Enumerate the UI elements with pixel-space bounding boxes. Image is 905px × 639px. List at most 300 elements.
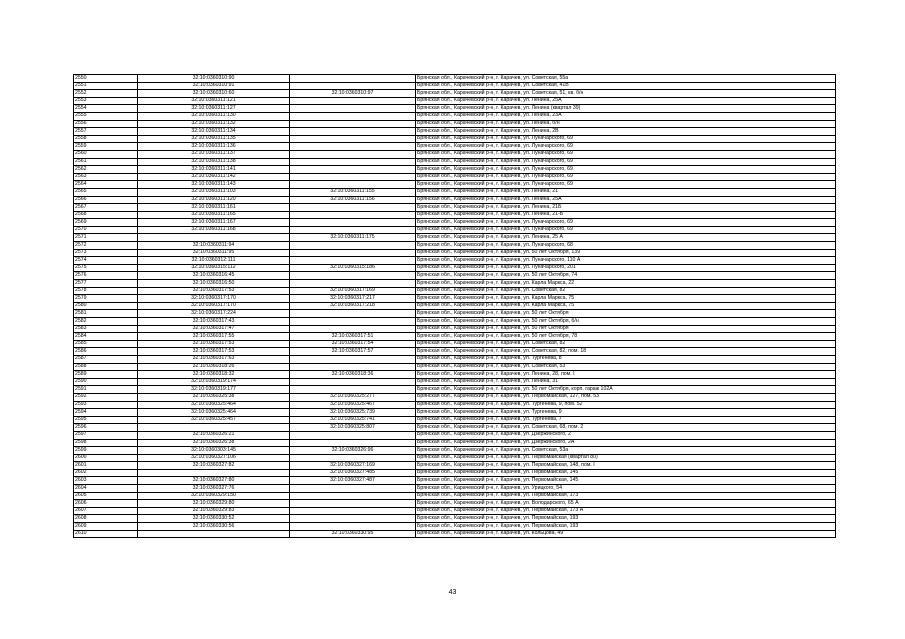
address-cell: Брянская обл., Карачевский р-н, г. Карачев, ул. Ленина, 21Б: [416, 204, 836, 212]
row-number-cell: 2564: [74, 181, 138, 189]
object-cadastral-cell: [290, 485, 416, 493]
parcel-cadastral-cell: 32:10:0360311:95: [138, 249, 290, 257]
property-table-body: [74, 75, 836, 538]
object-cadastral-cell: 32:10:0360326:96: [290, 447, 416, 455]
object-cadastral-cell: 32:10:0360317:51: [290, 333, 416, 341]
object-cadastral-cell: 32:10:0360315:186: [290, 264, 416, 272]
address-cell: Брянская обл., Карачевский р-н, г. Карачев, ул. Советская, 53: [416, 363, 836, 371]
table-row: [74, 386, 836, 394]
parcel-cadastral-cell: 32:10:0360329:83: [138, 507, 290, 515]
object-cadastral-cell: [290, 378, 416, 386]
table-row: [74, 242, 836, 250]
parcel-cadastral-cell: [138, 424, 290, 432]
table-row: [74, 280, 836, 288]
row-number-cell: 2578: [74, 287, 138, 295]
row-number-cell: 2591: [74, 386, 138, 394]
parcel-cadastral-cell: 32:10:0360326:21: [138, 431, 290, 439]
object-cadastral-cell: [290, 128, 416, 136]
object-cadastral-cell: 32:10:0360327:487: [290, 477, 416, 485]
table-row: [74, 523, 836, 531]
object-cadastral-cell: 32:10:0360327:485: [290, 469, 416, 477]
table-row: [74, 128, 836, 136]
row-number-cell: 2588: [74, 363, 138, 371]
address-cell: Брянская обл., Карачевский р-н, г. Карачев, ул. Первомайская, 193: [416, 515, 836, 523]
table-row: [74, 447, 836, 455]
address-cell: Брянская обл., Карачевский р-н, г. Карачев, ул. Луначарского, 69: [416, 226, 836, 234]
row-number-cell: 2569: [74, 219, 138, 227]
object-cadastral-cell: [290, 120, 416, 128]
parcel-cadastral-cell: 32:10:0360317:53: [138, 348, 290, 356]
table-row: [74, 120, 836, 128]
parcel-cadastral-cell: 32:10:0360310:60: [138, 90, 290, 98]
address-cell: Брянская обл., Карачевский р-н, г. Карачев, ул. Ленина, 21-Б: [416, 211, 836, 219]
table-row: [74, 424, 836, 432]
row-number-cell: 2552: [74, 90, 138, 98]
object-cadastral-cell: [290, 318, 416, 326]
parcel-cadastral-cell: 32:10:0360319:177: [138, 386, 290, 394]
object-cadastral-cell: 32:10:0360317:218: [290, 302, 416, 310]
row-number-cell: 2554: [74, 105, 138, 113]
object-cadastral-cell: [290, 386, 416, 394]
address-cell: Брянская обл., Карачевский р-н, г. Карачев, ул. Первомайская, 145: [416, 477, 836, 485]
table-row: [74, 393, 836, 401]
table-row: [74, 302, 836, 310]
row-number-cell: 2595: [74, 416, 138, 424]
row-number-cell: 2601: [74, 462, 138, 470]
address-cell: Брянская обл., Карачевский р-н, г. Карачев, ул. Первомайская, 193: [416, 523, 836, 531]
row-number-cell: 2583: [74, 325, 138, 333]
table-row: [74, 295, 836, 303]
address-cell: Брянская обл., Карачевский р-н, г. Карачев, ул. Луначарского, 69: [416, 135, 836, 143]
address-cell: Брянская обл., Карачевский р-н, г. Карачев, ул. Первомайская, 127, пом. 53: [416, 393, 836, 401]
parcel-cadastral-cell: 32:10:0360311:168: [138, 226, 290, 234]
object-cadastral-cell: 32:10:0360317:217: [290, 295, 416, 303]
row-number-cell: 2584: [74, 333, 138, 341]
table-row: [74, 477, 836, 485]
table-row: [74, 378, 836, 386]
parcel-cadastral-cell: 32:10:0360330:52: [138, 515, 290, 523]
object-cadastral-cell: [290, 166, 416, 174]
table-row: [74, 416, 836, 424]
parcel-cadastral-cell: 32:10:0360311:167: [138, 219, 290, 227]
table-row: [74, 150, 836, 158]
address-cell: Брянская обл., Карачевский р-н, г. Карачев, ул. Урицкого, 54: [416, 485, 836, 493]
address-cell: Брянская обл., Карачевский р-н, г. Карачев, ул. Тургенева, 9: [416, 409, 836, 417]
table-row: [74, 264, 836, 272]
object-cadastral-cell: [290, 500, 416, 508]
row-number-cell: 2555: [74, 112, 138, 120]
row-number-cell: 2560: [74, 150, 138, 158]
object-cadastral-cell: [290, 310, 416, 318]
row-number-cell: 2553: [74, 97, 138, 105]
row-number-cell: 2565: [74, 188, 138, 196]
row-number-cell: 2606: [74, 500, 138, 508]
parcel-cadastral-cell: 32:10:0360311:103: [138, 188, 290, 196]
row-number-cell: 2603: [74, 477, 138, 485]
table-row: [74, 105, 836, 113]
table-row: [74, 143, 836, 151]
address-cell: Брянская обл., Карачевский р-н, г. Карачев, ул. 50 лет Октября: [416, 310, 836, 318]
table-row: [74, 492, 836, 500]
table-row: [74, 82, 836, 90]
row-number-cell: 2586: [74, 348, 138, 356]
object-cadastral-cell: [290, 507, 416, 515]
table-row: [74, 363, 836, 371]
parcel-cadastral-cell: 32:10:0360327:106: [138, 454, 290, 462]
table-row: [74, 173, 836, 181]
row-number-cell: 2566: [74, 196, 138, 204]
address-cell: Брянская обл., Карачевский р-н, г. Карачев, ул. Советская, 53а: [416, 447, 836, 455]
address-cell: Брянская обл., Карачевский р-н, г. Карачев, ул. Ленина, 31: [416, 378, 836, 386]
object-cadastral-cell: 32:10:0360311:155: [290, 188, 416, 196]
address-cell: Брянская обл., Карачевский р-н, г. Карачев, ул. Тургенева, 9, пом. 52: [416, 401, 836, 409]
object-cadastral-cell: [290, 431, 416, 439]
parcel-cadastral-cell: 32:10:0360317:170: [138, 295, 290, 303]
table-row: [74, 355, 836, 363]
row-number-cell: 2581: [74, 310, 138, 318]
table-row: [74, 401, 836, 409]
property-table: [73, 74, 836, 538]
object-cadastral-cell: [290, 204, 416, 212]
object-cadastral-cell: 32:10:0360325:739: [290, 409, 416, 417]
object-cadastral-cell: [290, 112, 416, 120]
table-row: [74, 515, 836, 523]
address-cell: Брянская обл., Карачевский р-н, г. Карачев, ул. Ленина, 28, пом. I: [416, 371, 836, 379]
row-number-cell: 2557: [74, 128, 138, 136]
address-cell: Брянская обл., Карачевский р-н, г. Карачев, ул. Советская, 82, пом. 18: [416, 348, 836, 356]
object-cadastral-cell: [290, 181, 416, 189]
table-row: [74, 234, 836, 242]
parcel-cadastral-cell: 32:10:0360316:45: [138, 272, 290, 280]
parcel-cadastral-cell: 32:10:0360318:32: [138, 371, 290, 379]
row-number-cell: 2556: [74, 120, 138, 128]
address-cell: Брянская обл., Карачевский р-н, г. Карачев, ул. Советская, 82: [416, 340, 836, 348]
table-row: [74, 75, 836, 83]
row-number-cell: 2580: [74, 302, 138, 310]
object-cadastral-cell: 32:10:0360310:97: [290, 90, 416, 98]
address-cell: Брянская обл., Карачевский р-н, г. Карачев, ул. Ленина, 2В: [416, 128, 836, 136]
row-number-cell: 2598: [74, 439, 138, 447]
row-number-cell: 2570: [74, 226, 138, 234]
parcel-cadastral-cell: 32:10:0360311:143: [138, 181, 290, 189]
row-number-cell: 2596: [74, 424, 138, 432]
row-number-cell: 2590: [74, 378, 138, 386]
parcel-cadastral-cell: 32:10:0360317:43: [138, 318, 290, 326]
object-cadastral-cell: 32:10:0360317:169: [290, 287, 416, 295]
object-cadastral-cell: 32:10:0360325:741: [290, 416, 416, 424]
parcel-cadastral-cell: 32:10:0360325:457: [138, 416, 290, 424]
object-cadastral-cell: [290, 143, 416, 151]
parcel-cadastral-cell: 32:10:0360317:53: [138, 287, 290, 295]
table-row: [74, 318, 836, 326]
address-cell: Брянская обл., Карачевский р-н, г. Карачев, ул. Луначарского, 69: [416, 181, 836, 189]
row-number-cell: 2609: [74, 523, 138, 531]
row-number-cell: 2604: [74, 485, 138, 493]
table-row: [74, 462, 836, 470]
table-row: [74, 310, 836, 318]
parcel-cadastral-cell: 32:10:0360329:150: [138, 492, 290, 500]
table-row: [74, 340, 836, 348]
table-row: [74, 257, 836, 265]
row-number-cell: 2559: [74, 143, 138, 151]
address-cell: Брянская обл., Карачевский р-н, г. Карачев, ул. Дзержинского, 2А: [416, 439, 836, 447]
table-row: [74, 272, 836, 280]
table-row: [74, 97, 836, 105]
row-number-cell: 2574: [74, 257, 138, 265]
object-cadastral-cell: [290, 363, 416, 371]
address-cell: Брянская обл., Карачевский р-н, г. Карачев, ул. Первомайская (квартал 80): [416, 454, 836, 462]
object-cadastral-cell: 32:10:0360318:36: [290, 371, 416, 379]
object-cadastral-cell: [290, 280, 416, 288]
row-number-cell: 2593: [74, 401, 138, 409]
object-cadastral-cell: [290, 272, 416, 280]
parcel-cadastral-cell: 32:10:0360311:94: [138, 242, 290, 250]
parcel-cadastral-cell: 32:10:0360312:111: [138, 257, 290, 265]
object-cadastral-cell: [290, 158, 416, 166]
object-cadastral-cell: [290, 75, 416, 83]
table-row: [74, 431, 836, 439]
table-row: [74, 196, 836, 204]
object-cadastral-cell: [290, 249, 416, 257]
row-number-cell: 2597: [74, 431, 138, 439]
row-number-cell: 2572: [74, 242, 138, 250]
parcel-cadastral-cell: 32:10:0360325:464: [138, 401, 290, 409]
object-cadastral-cell: [290, 219, 416, 227]
object-cadastral-cell: [290, 439, 416, 447]
table-row: [74, 158, 836, 166]
parcel-cadastral-cell: 32:10:0360326:38: [138, 439, 290, 447]
address-cell: Брянская обл., Карачевский р-н, г. Карачев, ул. Первомайская, 173 А: [416, 507, 836, 515]
object-cadastral-cell: [290, 97, 416, 105]
parcel-cadastral-cell: 32:10:0360311:138: [138, 158, 290, 166]
address-cell: Брянская обл., Карачевский р-н, г. Карачев, ул. Советская, 68, пом. 2: [416, 424, 836, 432]
object-cadastral-cell: 32:10:0360311:175: [290, 234, 416, 242]
parcel-cadastral-cell: 32:10:0360311:134: [138, 128, 290, 136]
object-cadastral-cell: [290, 226, 416, 234]
row-number-cell: 2608: [74, 515, 138, 523]
table-row: [74, 500, 836, 508]
row-number-cell: 2589: [74, 371, 138, 379]
object-cadastral-cell: [290, 82, 416, 90]
parcel-cadastral-cell: 32:10:0360311:161: [138, 204, 290, 212]
table-row: [74, 135, 836, 143]
address-cell: Брянская обл., Карачевский р-н, г. Карачев, ул. Советская, 41В: [416, 82, 836, 90]
parcel-cadastral-cell: 32:10:0360317:55: [138, 333, 290, 341]
row-number-cell: 2571: [74, 234, 138, 242]
address-cell: Брянская обл., Карачевский р-н, г. Карачев, ул. Луначарского, 69: [416, 158, 836, 166]
address-cell: Брянская обл., Карачевский р-н, г. Карачев, ул. Тургенева, 7: [416, 416, 836, 424]
parcel-cadastral-cell: 32:10:0360311:121: [138, 97, 290, 105]
object-cadastral-cell: [290, 211, 416, 219]
row-number-cell: 2585: [74, 340, 138, 348]
address-cell: Брянская обл., Карачевский р-н, г. Карачев, ул. Ленина, 23А: [416, 112, 836, 120]
address-cell: Брянская обл., Карачевский р-н, г. Карачев, ул. Карла Маркса, 75: [416, 302, 836, 310]
parcel-cadastral-cell: 32:10:0360310:90: [138, 75, 290, 83]
parcel-cadastral-cell: 32:10:0360311:137: [138, 150, 290, 158]
table-row: [74, 371, 836, 379]
parcel-cadastral-cell: 32:10:0360319:174: [138, 378, 290, 386]
parcel-cadastral-cell: 32:10:0360325:464: [138, 409, 290, 417]
table-row: [74, 166, 836, 174]
table-row: [74, 287, 836, 295]
row-number-cell: 2582: [74, 318, 138, 326]
address-cell: Брянская обл., Карачевский р-н, г. Карачев, ул. Первомайская, 148, пом. I: [416, 462, 836, 470]
table-row: [74, 530, 836, 538]
parcel-cadastral-cell: 32:10:0360327:82: [138, 462, 290, 470]
object-cadastral-cell: 32:10:0360327:169: [290, 462, 416, 470]
object-cadastral-cell: [290, 242, 416, 250]
parcel-cadastral-cell: 32:10:0360316:50: [138, 280, 290, 288]
table-row: [74, 348, 836, 356]
parcel-cadastral-cell: 32:10:0360311:120: [138, 196, 290, 204]
table-row: [74, 249, 836, 257]
address-cell: Брянская обл., Карачевский р-н, г. Карачев, ул. Советская, 55а: [416, 75, 836, 83]
object-cadastral-cell: [290, 173, 416, 181]
table-row: [74, 507, 836, 515]
row-number-cell: 2551: [74, 82, 138, 90]
address-cell: Брянская обл., Карачевский р-н, г. Карачев, ул. Ленина, 21: [416, 188, 836, 196]
row-number-cell: 2587: [74, 355, 138, 363]
page-number: 43: [448, 589, 457, 596]
parcel-cadastral-cell: 32:10:0360317:170: [138, 302, 290, 310]
address-cell: Брянская обл., Карачевский р-н, г. Карачев, ул. 50 лет Октября, 74: [416, 272, 836, 280]
object-cadastral-cell: 32:10:0360317:57: [290, 348, 416, 356]
row-number-cell: 2567: [74, 204, 138, 212]
row-number-cell: 2577: [74, 280, 138, 288]
parcel-cadastral-cell: 32:10:0360311:135: [138, 135, 290, 143]
address-cell: Брянская обл., Карачевский р-н, г. Карачев, ул. Кольцова, 49: [416, 530, 836, 538]
row-number-cell: 2592: [74, 393, 138, 401]
parcel-cadastral-cell: 32:10:0360311:142: [138, 173, 290, 181]
row-number-cell: 2605: [74, 492, 138, 500]
address-cell: Брянская обл., Карачевский р-н, г. Карачев, ул. 50 лет Октября, б/н: [416, 318, 836, 326]
parcel-cadastral-cell: [138, 469, 290, 477]
parcel-cadastral-cell: 32:10:0360317:53: [138, 340, 290, 348]
row-number-cell: 2602: [74, 469, 138, 477]
address-cell: Брянская обл., Карачевский р-н, г. Карачев, ул. Луначарского, 69: [416, 173, 836, 181]
row-number-cell: 2558: [74, 135, 138, 143]
row-number-cell: 2563: [74, 173, 138, 181]
address-cell: Брянская обл., Карачевский р-н, г. Карачев, ул. Луначарского, 69: [416, 219, 836, 227]
object-cadastral-cell: [290, 105, 416, 113]
address-cell: Брянская обл., Карачевский р-н, г. Карачев, ул. Володарского, 65 А: [416, 500, 836, 508]
address-cell: Брянская обл., Карачевский р-н, г. Карачев, ул. Дзержинского, 2: [416, 431, 836, 439]
address-cell: Брянская обл., Карачевский р-н, г. Карачев, ул. Луначарского, 110 А: [416, 257, 836, 265]
object-cadastral-cell: [290, 454, 416, 462]
row-number-cell: 2599: [74, 447, 138, 455]
parcel-cadastral-cell: 32:10:0360318:26: [138, 363, 290, 371]
address-cell: Брянская обл., Карачевский р-н, г. Карачев, ул. Первомайская, 145: [416, 469, 836, 477]
address-cell: Брянская обл., Карачевский р-н, г. Карачев, ул. Советская, 51, кв. б/н: [416, 90, 836, 98]
object-cadastral-cell: [290, 150, 416, 158]
row-number-cell: 2610: [74, 530, 138, 538]
table-row: [74, 204, 836, 212]
address-cell: Брянская обл., Карачевский р-н, г. Карачев, ул. Советская, 82: [416, 287, 836, 295]
parcel-cadastral-cell: [138, 234, 290, 242]
address-cell: Брянская обл., Карачевский р-н, г. Карачев, ул. Ленина, 25 А: [416, 234, 836, 242]
address-cell: Брянская обл., Карачевский р-н, г. Карачев, ул. Карла Маркса, 22: [416, 280, 836, 288]
object-cadastral-cell: [290, 523, 416, 531]
address-cell: Брянская обл., Карачевский р-н, г. Карачев, ул. Первомайская, 173: [416, 492, 836, 500]
address-cell: Брянская обл., Карачевский р-н, г. Карачев, ул. Ленина, б/н: [416, 120, 836, 128]
row-number-cell: 2600: [74, 454, 138, 462]
address-cell: Брянская обл., Карачевский р-н, г. Карачев, ул. Ленина, 25А: [416, 97, 836, 105]
parcel-cadastral-cell: 32:10:0360325:38: [138, 393, 290, 401]
parcel-cadastral-cell: 32:10:0360327:80: [138, 477, 290, 485]
object-cadastral-cell: 32:10:0360325:807: [290, 424, 416, 432]
object-cadastral-cell: [290, 325, 416, 333]
address-cell: Брянская обл., Карачевский р-н, г. Карачев, ул. Луначарского, 69: [416, 143, 836, 151]
address-cell: Брянская обл., Карачевский р-н, г. Карачев, ул. 50 лет Октября, 139: [416, 249, 836, 257]
row-number-cell: 2579: [74, 295, 138, 303]
row-number-cell: 2576: [74, 272, 138, 280]
table-row: [74, 219, 836, 227]
table-row: [74, 112, 836, 120]
parcel-cadastral-cell: 32:10:0360310:91: [138, 82, 290, 90]
parcel-cadastral-cell: 32:10:0360311:141: [138, 166, 290, 174]
parcel-cadastral-cell: 32:10:0360311:132: [138, 120, 290, 128]
table-row: [74, 226, 836, 234]
object-cadastral-cell: [290, 515, 416, 523]
row-number-cell: 2550: [74, 75, 138, 83]
parcel-cadastral-cell: 32:10:0360311:127: [138, 105, 290, 113]
table-row: [74, 211, 836, 219]
parcel-cadastral-cell: 32:10:0360317:63: [138, 355, 290, 363]
parcel-cadastral-cell: 32:10:0360311:130: [138, 112, 290, 120]
row-number-cell: 2575: [74, 264, 138, 272]
address-cell: Брянская обл., Карачевский р-н, г. Карачев, ул. Ленина, 25А: [416, 196, 836, 204]
address-cell: Брянская обл., Карачевский р-н, г. Карачев, ул. 50 лет Октября: [416, 325, 836, 333]
table-row: [74, 90, 836, 98]
object-cadastral-cell: 32:10:0360325:467: [290, 401, 416, 409]
object-cadastral-cell: [290, 492, 416, 500]
parcel-cadastral-cell: 32:10:0360303:145: [138, 447, 290, 455]
parcel-cadastral-cell: 32:10:0360311:136: [138, 143, 290, 151]
address-cell: Брянская обл., Карачевский р-н, г. Карачев, ул. 50 лет Октября, корп. гараж 102А: [416, 386, 836, 394]
row-number-cell: 2561: [74, 158, 138, 166]
object-cadastral-cell: 32:10:0360317:54: [290, 340, 416, 348]
object-cadastral-cell: 32:10:0360330:95: [290, 530, 416, 538]
table-row: [74, 469, 836, 477]
parcel-cadastral-cell: 32:10:0360317:224: [138, 310, 290, 318]
address-cell: Брянская обл., Карачевский р-н, г. Карачев, ул. Луначарского, 68: [416, 242, 836, 250]
row-number-cell: 2573: [74, 249, 138, 257]
address-cell: Брянская обл., Карачевский р-н, г. Карачев, ул. Луначарского, 69: [416, 150, 836, 158]
parcel-cadastral-cell: [138, 530, 290, 538]
address-cell: Брянская обл., Карачевский р-н, г. Карачев, ул. 50 лет Октября, 78: [416, 333, 836, 341]
parcel-cadastral-cell: 32:10:0360317:47: [138, 325, 290, 333]
object-cadastral-cell: [290, 135, 416, 143]
parcel-cadastral-cell: 32:10:0360329:80: [138, 500, 290, 508]
object-cadastral-cell: 32:10:0360311:156: [290, 196, 416, 204]
row-number-cell: 2607: [74, 507, 138, 515]
address-cell: Брянская обл., Карачевский р-н, г. Карачев, ул. Ленина (квартал 39): [416, 105, 836, 113]
table-row: [74, 409, 836, 417]
row-number-cell: 2568: [74, 211, 138, 219]
object-cadastral-cell: 32:10:0360325:277: [290, 393, 416, 401]
table-row: [74, 439, 836, 447]
address-cell: Брянская обл., Карачевский р-н, г. Карачев, ул. Луначарского, 201: [416, 264, 836, 272]
table-row: [74, 485, 836, 493]
address-cell: Брянская обл., Карачевский р-н, г. Карачев, ул. Карла Маркса, 75: [416, 295, 836, 303]
object-cadastral-cell: [290, 257, 416, 265]
object-cadastral-cell: [290, 355, 416, 363]
table-row: [74, 325, 836, 333]
address-cell: Брянская обл., Карачевский р-н, г. Карачев, ул. Луначарского, 69: [416, 166, 836, 174]
address-cell: Брянская обл., Карачевский р-н, г. Карачев, ул. Тургенева, 8: [416, 355, 836, 363]
parcel-cadastral-cell: 32:10:0360327:76: [138, 485, 290, 493]
row-number-cell: 2562: [74, 166, 138, 174]
